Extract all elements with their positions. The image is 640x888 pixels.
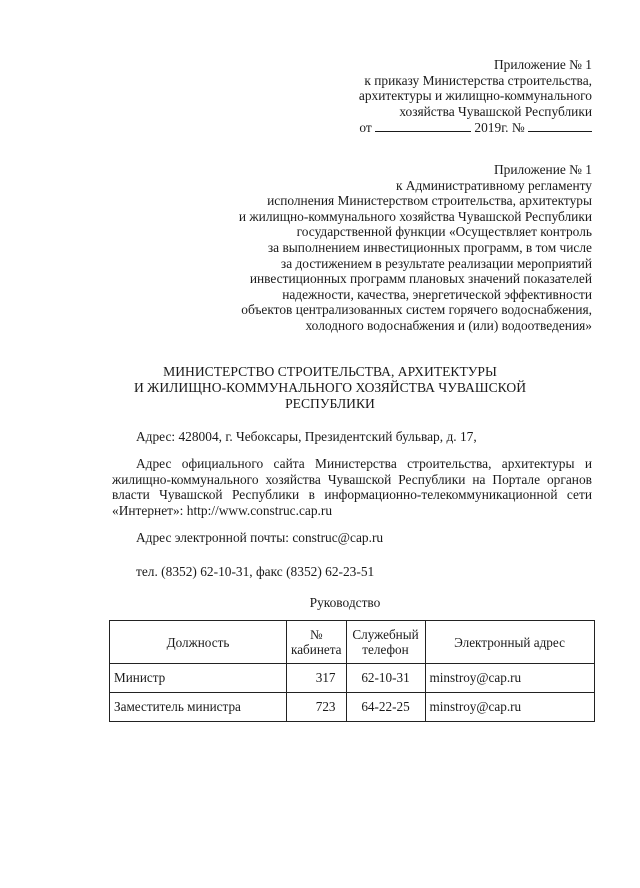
annex-regulation-header <box>239 162 592 334</box>
ministry-title-line: РЕСПУБЛИКИ <box>285 396 375 411</box>
ministry-email: Адрес электронной почты: construc@cap.ru <box>136 530 384 545</box>
annex-order-header <box>359 57 592 136</box>
table-row <box>110 664 595 693</box>
date-year: 2019г. № <box>474 120 525 136</box>
annex-order-title: Приложение № 1 <box>493 57 592 72</box>
annex-order-line: архитектуры и жилищно-коммунального <box>358 88 592 104</box>
header-room <box>287 621 347 664</box>
ministry-website: Адрес официального сайта Министерства строительства, архитектуры и жилищно-коммунального хозяйства Чувашской Республики на Портале органов власти Чувашской Республики в информационно-телекоммуникационной сети «Интернет»: http://www.construc.cap.ru <box>112 456 592 518</box>
ministry-title-line: И ЖИЛИЩНО-КОММУНАЛЬНОГО ХОЗЯЙСТВА ЧУВАШСКОЙ <box>133 380 527 395</box>
annex-regulation-line: и жилищно-коммунального хозяйства Чувашской Республики <box>238 208 592 224</box>
annex-regulation-line: объектов централизованных систем горячего водоснабжения, <box>241 302 592 318</box>
cell-phone: 64-22-25 <box>346 693 425 722</box>
table-row <box>110 693 595 722</box>
header-email: Электронный адрес <box>425 621 594 664</box>
leadership-table <box>109 620 595 722</box>
cell-position: Заместитель министра <box>110 693 287 722</box>
ministry-title-line: МИНИСТЕРСТВО СТРОИТЕЛЬСТВА, АРХИТЕКТУРЫ <box>163 364 497 379</box>
header-position: Должность <box>110 621 287 664</box>
annex-order-line: к приказу Министерства строительства, <box>364 72 592 88</box>
date-prefix: от <box>359 120 372 136</box>
date-blank <box>375 119 471 132</box>
number-blank <box>528 119 592 132</box>
annex-regulation-line: за выполнением инвестиционных программ, в том числе <box>267 239 592 255</box>
cell-phone: 62-10-31 <box>346 664 425 693</box>
cell-position: Министр <box>110 664 287 693</box>
cell-room: 317 <box>287 664 347 693</box>
cell-email: minstroy@cap.ru <box>425 693 594 722</box>
header-room-line: кабинета <box>291 642 342 657</box>
header-room-line: № <box>309 627 323 642</box>
annex-regulation-line: за достижением в результате реализации мероприятий <box>280 255 592 271</box>
annex-regulation-line: инвестиционных программ плановых значений показателей <box>249 271 592 287</box>
ministry-title <box>100 364 560 412</box>
annex-regulation-line: государственной функции «Осуществляет контроль <box>296 224 592 240</box>
cell-room: 723 <box>287 693 347 722</box>
annex-regulation-line: к Административному регламенту <box>395 177 592 193</box>
annex-order-line: хозяйства Чувашской Республики <box>399 103 592 119</box>
header-phone <box>346 621 425 664</box>
ministry-address: Адрес: 428004, г. Чебоксары, Президентский бульвар, д. 17, <box>136 429 477 444</box>
header-phone-line: телефон <box>362 642 409 657</box>
table-caption: Руководство <box>309 595 381 610</box>
annex-regulation-line: исполнения Министерством строительства, архитектуры <box>267 193 592 209</box>
annex-regulation-line: надежности, качества, энергетической эффективности <box>282 286 592 302</box>
annex-regulation-line: холодного водоснабжения и (или) водоотведения» <box>305 317 592 333</box>
table-header-row <box>110 621 595 664</box>
annex-order-date-line <box>359 119 592 136</box>
ministry-phones: тел. (8352) 62-10-31, факс (8352) 62-23-51 <box>136 564 375 579</box>
annex-regulation-line: Приложение № 1 <box>493 162 592 177</box>
header-phone-line: Служебный <box>352 627 419 642</box>
cell-email: minstroy@cap.ru <box>425 664 594 693</box>
